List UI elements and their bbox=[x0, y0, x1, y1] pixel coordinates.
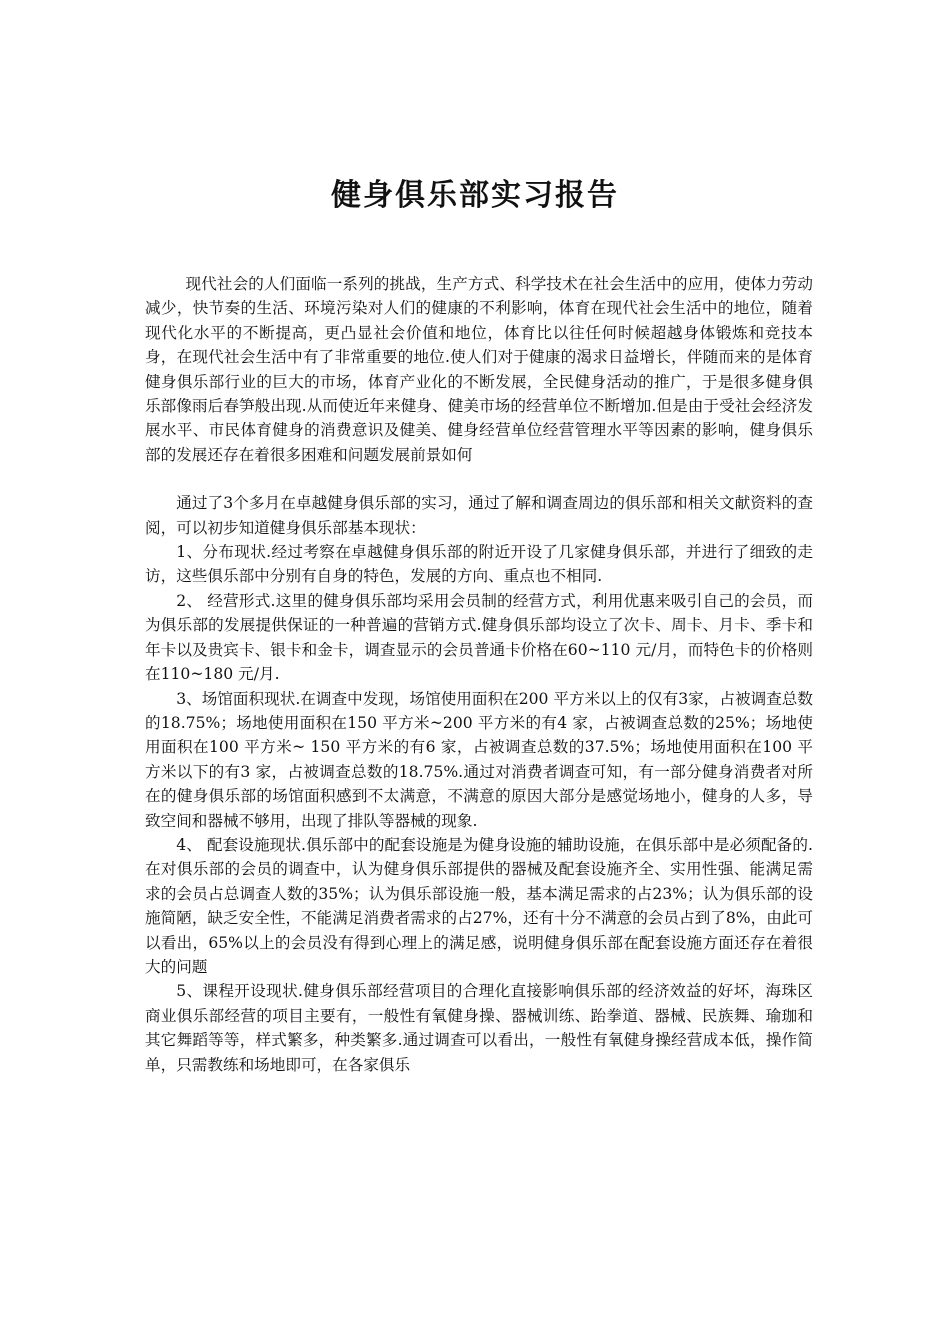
paragraph-distribution: 1、分布现状.经过考察在卓越健身俱乐部的附近开设了几家健身俱乐部，并进行了细致的走访，这些俱乐部中分别有自身的特色，发展的方向、重点也不相同. bbox=[145, 543, 813, 586]
paragraph-intro: 现代社会的人们面临一系列的挑战，生产方式、科学技术在社会生活中的应用，使体力劳动减少，快节奏的生活、环境污染对人们的健康的不利影响，体育在现代社会生活中的地位，随着现代化水平的不断提高，更凸显社会价值和地位，体育比以往任何时候超越身体锻炼和竞技本身，在现代社会生活中有了非常重要的地位.使人们对于健康的渴求日益增长，伴随而来的是体育健身俱乐部行业的巨大的市场，体育产业化的不断发展，全民健身活动的推广，于是很多健身俱乐部像雨后春笋般出现.从而使近年来健身、健美市场的经营单位不断增加.但是由于受社会经济发展水平、市民体育健身的消费意识及健美、健身经营单位经营管理水平等因素的影响，健身俱乐部的发展还存在着很多困难和问题发展前景如何 bbox=[145, 275, 813, 464]
paragraph-courses: 5、课程开设现状.健身俱乐部经营项目的合理化直接影响俱乐部的经济效益的好坏，海珠区商业俱乐部经营的项目主要有，一般性有氧健身操、器械训练、跆拳道、器械、民族舞、瑜珈和其它舞蹈等等，样式繁多，种类繁多.通过调查可以看出，一般性有氧健身操经营成本低，操作简单，只需教练和场地即可，在各家俱乐 bbox=[145, 982, 813, 1074]
document-title: 健身俱乐部实习报告 bbox=[331, 178, 619, 214]
paragraph-facilities: 4、 配套设施现状.俱乐部中的配套设施是为健身设施的辅助设施，在俱乐部中是必须配备的.在对俱乐部的会员的调查中，认为健身俱乐部提供的器械及配套设施齐全、实用性强、能满足需求的会员占总调查人数的35%；认为俱乐部设施一般，基本满足需求的占23%；认为俱乐部的设施简陋，缺乏安全性，不能满足消费者需求的占27%，还有十分不满意的会员占到了8%，由此可以看出，65%以上的会员没有得到心理上的满足感，说明健身俱乐部在配套设施方面还存在着很大的问题 bbox=[145, 835, 813, 976]
paragraph-business-model: 2、 经营形式.这里的健身俱乐部均采用会员制的经营方式，利用优惠来吸引自己的会员，而为俱乐部的发展提供保证的一种普遍的营销方式.健身俱乐部均设立了次卡、周卡、月卡、季卡和年卡以及贵宾卡、银卡和金卡，调查显示的会员普通卡价格在60~110 元/月，而特色卡的价格则在110~180 元/月. bbox=[145, 591, 813, 684]
paragraph-venue-area: 3、场馆面积现状.在调查中发现，场馆使用面积在200 平方米以上的仅有3家，占被调查总数的18.75%；场地使用面积在150 平方米~200 平方米的有4 家，占被调查总数的25%；场地使用面积在100 平方米~ 150 平方米的有6 家，占被调查总数的37.5%；场地使用面积在100 平方米以下的有3 家，占被调查总数的18.75%.通过对消费者调查可知，有一部分健身消费者对所在的健身俱乐部的场馆面积感到不太满意，不满意的原因大部分是感觉场地小，健身的人多，导致空间和器械不够用，出现了排队等器械的现象. bbox=[145, 689, 813, 830]
document-body bbox=[145, 272, 813, 1077]
paragraph-overview: 通过了3个多月在卓越健身俱乐部的实习，通过了解和调查周边的俱乐部和相关文献资料的查阅，可以初步知道健身俱乐部基本现状： bbox=[145, 494, 813, 537]
